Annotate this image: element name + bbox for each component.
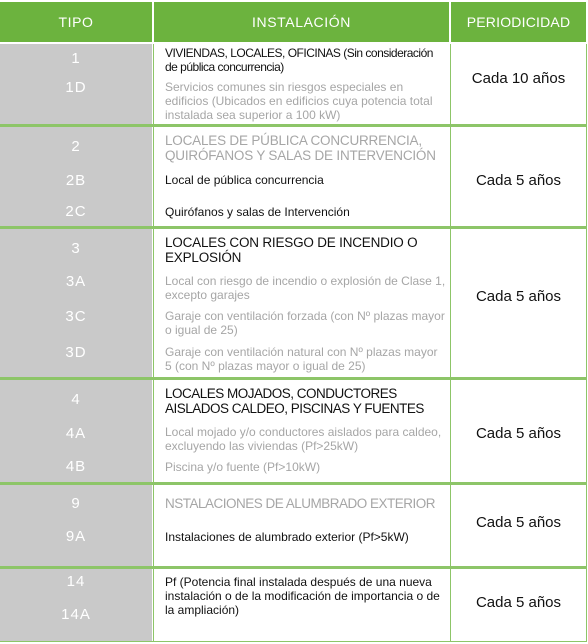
instalacion-title: NSTALACIONES DE ALUMBRADO EXTERIOR (165, 496, 436, 511)
periodicidad-value: Cada 5 años (475, 288, 562, 305)
periodicidad-value: Cada 10 años (471, 70, 566, 87)
row-divider (0, 377, 586, 380)
tipo-code: 9 (71, 495, 81, 512)
tipo-code: 3D (65, 344, 87, 361)
tipo-code: 3C (65, 308, 87, 325)
tipo-code: 2B (65, 172, 87, 189)
row-divider (0, 124, 586, 127)
instalacion-description: Garaje con ventilación natural con Nº plazas mayor 5 (con Nº plazas mayor o igual de 25) (165, 345, 438, 373)
tipo-code: 14A (61, 606, 91, 623)
instalacion-title: LOCALES DE PÚBLICA CONCURRENCIA, QUIRÓFANOS Y SALAS DE INTERVENCIÓN (165, 133, 436, 163)
tipo-code: 1D (65, 79, 87, 96)
tipo-code: 4A (65, 425, 87, 442)
header-periodicidad: PERIODICIDAD (451, 2, 586, 42)
header-tipo: TIPO (0, 2, 152, 42)
tipo-code: 4 (71, 391, 81, 408)
periodicidad-value: Cada 5 años (475, 514, 562, 531)
periodicidad-value: Cada 5 años (475, 425, 562, 442)
tipo-code: 2 (71, 138, 81, 155)
header-instalacion: INSTALACIÓN (154, 2, 449, 42)
periodicidad-value: Cada 5 años (475, 594, 562, 611)
tipo-code: 4B (65, 458, 87, 475)
instalacion-description: Local de pública concurrencia (165, 173, 324, 187)
row-divider (0, 566, 586, 569)
row-divider (0, 641, 586, 642)
row-divider (0, 226, 586, 229)
tipo-code: 1 (71, 50, 81, 67)
instalacion-description: Servicios comunes sin riesgos especiales en edificios (Ubicados en edificios cuya potencia total instalada sea superior a 100 kW) (165, 80, 433, 122)
column-divider (450, 44, 451, 642)
instalacion-title: VIVIENDAS, LOCALES, OFICINAS (Sin consideración de pública concurrencia) (165, 46, 433, 74)
tipo-code: 3 (71, 240, 81, 257)
instalacion-description: Piscina y/o fuente (Pf>10kW) (165, 460, 321, 474)
tipo-code: 2C (65, 203, 87, 220)
instalacion-description: Local mojado y/o conductores aislados para caldeo, excluyendo las viviendas (Pf>25kW) (165, 425, 442, 453)
tipo-code: 14 (66, 573, 86, 590)
tipo-code: 9A (65, 528, 87, 545)
instalacion-title: LOCALES MOJADOS, CONDUCTORES AISLADOS CALDEO, PISCINAS Y FUENTES (165, 386, 424, 416)
tipo-code: 3A (65, 273, 87, 290)
instalacion-description: Garaje con ventilación forzada (con Nº plazas mayor o igual de 25) (165, 309, 445, 337)
column-divider (153, 44, 154, 642)
instalacion-description: Quirófanos y salas de Intervención (165, 205, 350, 219)
instalacion-title: LOCALES CON RIESGO DE INCENDIO O EXPLOSIÓN (165, 235, 418, 265)
instalacion-description: Instalaciones de alumbrado exterior (Pf>5kW) (165, 530, 409, 544)
periodicidad-value: Cada 5 años (475, 172, 562, 189)
column-divider (586, 44, 587, 642)
instalacion-description: Local con riesgo de incendio o explosión de Clase 1, excepto garajes (165, 274, 446, 302)
instalacion-description: Pf (Potencia final instalada después de una nueva instalación o de la modificación de importancia o de la ampliación) (165, 575, 440, 617)
row-divider (0, 482, 586, 485)
